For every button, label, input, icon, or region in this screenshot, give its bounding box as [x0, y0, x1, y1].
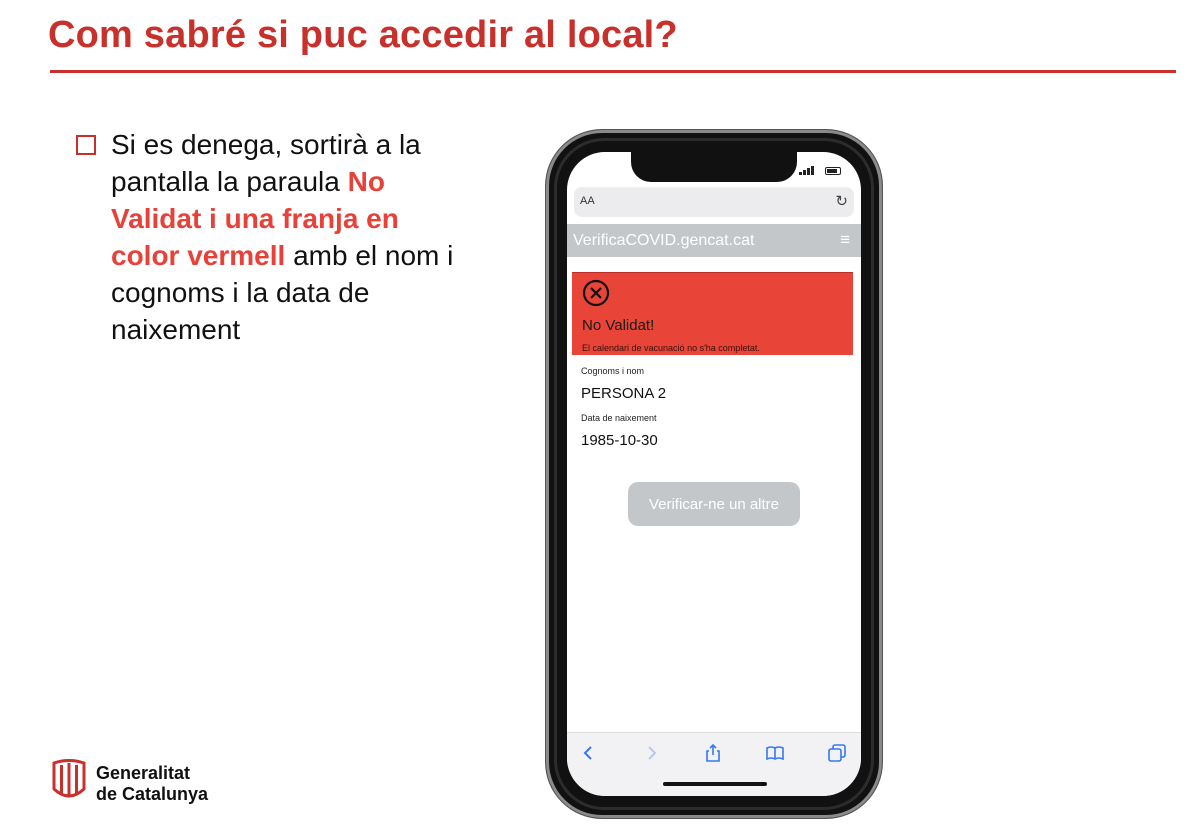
phone-notch [631, 152, 797, 182]
logo-text [96, 763, 208, 805]
text-size-button[interactable]: AA [580, 195, 595, 207]
site-header [567, 224, 861, 257]
verify-another-button[interactable]: Verificar-ne un altre [628, 482, 800, 526]
tabs-icon[interactable] [827, 743, 847, 763]
signal-icon [799, 166, 815, 175]
bullet-text-before: Si es denega, sortirà a la pantalla la paraula [111, 129, 421, 197]
bullet-highlight: No Validat i una franja en color vermell [111, 166, 399, 271]
dob-label: Data de naixement [581, 413, 657, 423]
result-detail: El calendari de vacunació no s'ha completat. [582, 343, 760, 353]
forward-icon[interactable] [641, 743, 661, 763]
bookmarks-icon[interactable] [765, 743, 785, 763]
title-divider [50, 70, 1176, 73]
back-icon[interactable] [579, 743, 599, 763]
x-circle-icon [582, 279, 610, 307]
home-indicator [663, 782, 767, 786]
logo-line-1: Generalitat [96, 763, 191, 783]
site-title: VerificaCOVID.gencat.cat [573, 232, 755, 249]
phone-screen [567, 152, 861, 796]
generalitat-emblem-icon [52, 759, 86, 801]
logo-line-2: de Catalunya [96, 784, 209, 804]
menu-icon[interactable]: ≡ [840, 230, 850, 249]
dob-value: 1985-10-30 [581, 432, 658, 449]
share-icon[interactable] [703, 743, 723, 763]
reload-icon[interactable]: ↻ [835, 193, 848, 210]
generalitat-logo [52, 759, 252, 805]
browser-address-bar[interactable] [574, 187, 854, 217]
name-value: PERSONA 2 [581, 385, 667, 402]
result-status: No Validat! [582, 317, 655, 334]
not-valid-banner [572, 272, 853, 355]
checkbox-bullet-icon [76, 135, 96, 155]
browser-toolbar [567, 732, 861, 796]
phone-mockup [546, 130, 882, 818]
battery-icon [825, 167, 841, 175]
bullet-text [111, 126, 456, 348]
bullet-text-after: amb el nom i cognoms i la data de naixement [111, 240, 454, 345]
slide-title: Com sabré si puc accedir al local? [48, 14, 678, 56]
name-label: Cognoms i nom [581, 366, 645, 376]
